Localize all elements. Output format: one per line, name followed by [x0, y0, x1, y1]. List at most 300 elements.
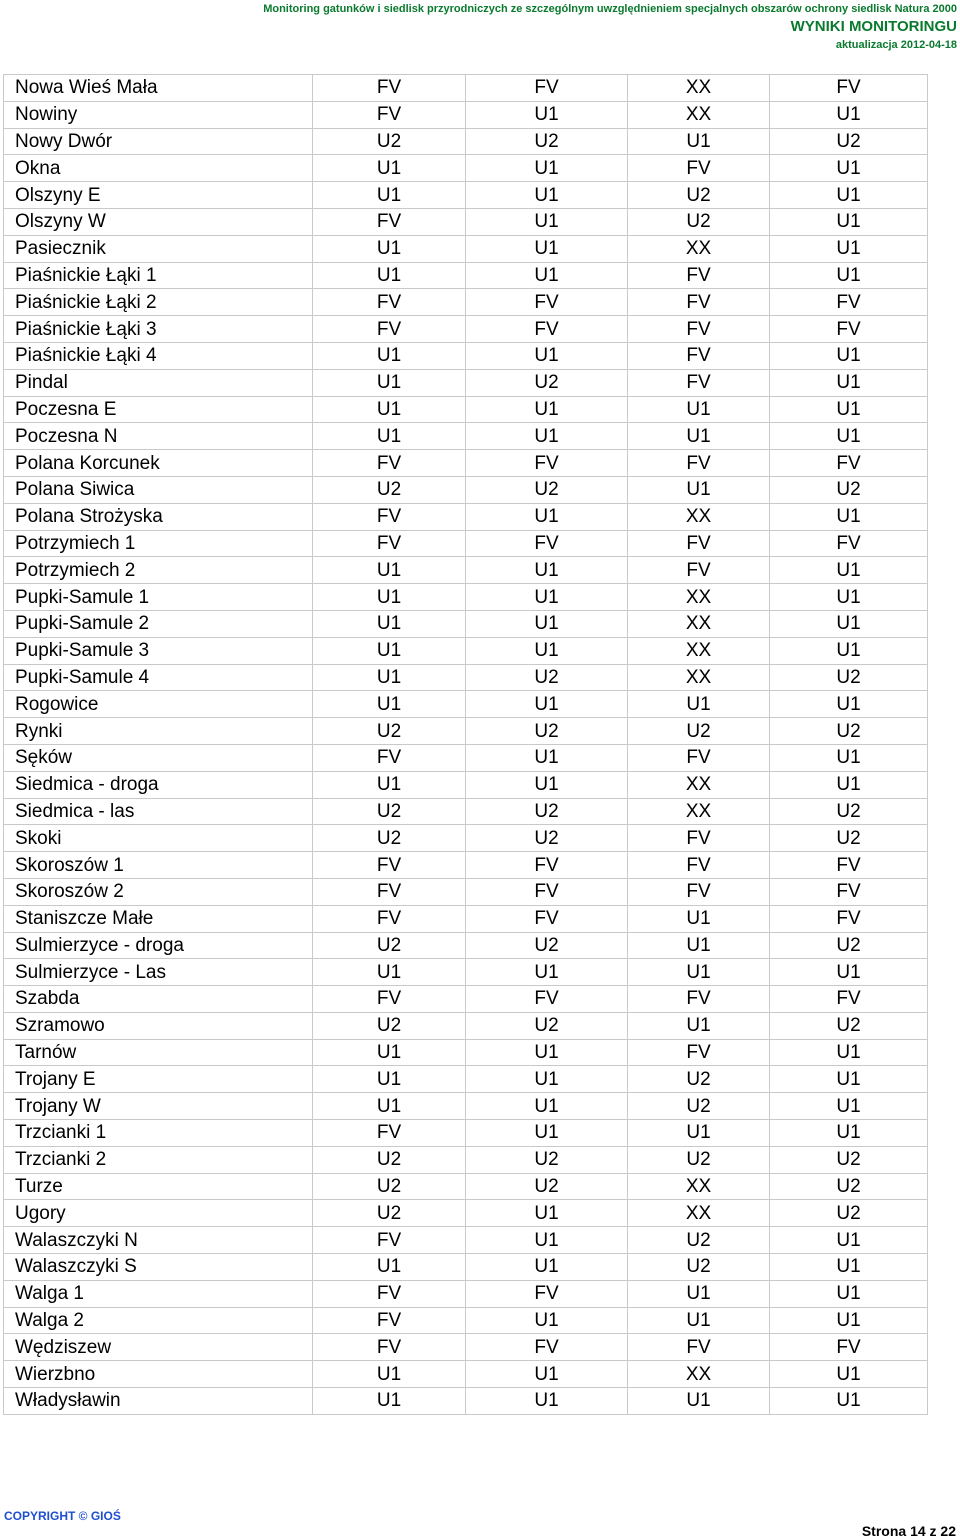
site-name-cell: Piaśnickie Łąki 4: [4, 342, 313, 369]
status-cell: U1: [466, 1093, 628, 1120]
status-cell: U1: [628, 396, 770, 423]
site-name-cell: Skoroszów 2: [4, 878, 313, 905]
status-cell: U1: [313, 1388, 466, 1415]
status-cell: U1: [313, 182, 466, 209]
site-name-cell: Szramowo: [4, 1012, 313, 1039]
status-cell: XX: [628, 1200, 770, 1227]
status-cell: FV: [770, 878, 928, 905]
table-row: [4, 208, 928, 235]
status-cell: FV: [628, 1334, 770, 1361]
status-cell: FV: [313, 1280, 466, 1307]
site-name-cell: Nowa Wieś Mała: [4, 75, 313, 102]
status-cell: U1: [466, 1307, 628, 1334]
status-cell: U1: [313, 1093, 466, 1120]
site-name-cell: Poczesna N: [4, 423, 313, 450]
site-name-cell: Pasiecznik: [4, 235, 313, 262]
status-cell: U1: [628, 1307, 770, 1334]
status-cell: U1: [466, 503, 628, 530]
status-cell: U1: [770, 235, 928, 262]
status-cell: U2: [628, 718, 770, 745]
status-cell: U1: [770, 396, 928, 423]
status-cell: U1: [313, 1361, 466, 1388]
status-cell: XX: [628, 101, 770, 128]
status-cell: U1: [466, 691, 628, 718]
site-name-cell: Staniszcze Małe: [4, 905, 313, 932]
status-cell: FV: [628, 986, 770, 1013]
status-cell: FV: [313, 1307, 466, 1334]
status-cell: U2: [466, 128, 628, 155]
status-cell: XX: [628, 637, 770, 664]
status-cell: U2: [466, 369, 628, 396]
status-cell: FV: [628, 369, 770, 396]
status-cell: U1: [466, 610, 628, 637]
status-cell: U2: [628, 1093, 770, 1120]
site-name-cell: Polana Strożyska: [4, 503, 313, 530]
status-cell: FV: [466, 75, 628, 102]
table-row: [4, 1039, 928, 1066]
status-cell: U1: [770, 155, 928, 182]
status-cell: U1: [313, 1039, 466, 1066]
status-cell: U1: [466, 637, 628, 664]
status-cell: U1: [770, 1388, 928, 1415]
status-cell: U1: [770, 503, 928, 530]
status-cell: U2: [313, 932, 466, 959]
site-name-cell: Potrzymiech 2: [4, 557, 313, 584]
status-cell: U1: [313, 557, 466, 584]
status-cell: U1: [770, 262, 928, 289]
status-cell: U1: [466, 1227, 628, 1254]
table-row: [4, 1388, 928, 1415]
site-name-cell: Skoroszów 1: [4, 852, 313, 879]
status-cell: U2: [770, 1173, 928, 1200]
status-cell: FV: [313, 289, 466, 316]
status-cell: XX: [628, 503, 770, 530]
status-cell: U1: [770, 637, 928, 664]
table-row: [4, 316, 928, 343]
status-cell: U1: [313, 691, 466, 718]
status-cell: FV: [466, 289, 628, 316]
site-name-cell: Wędziszew: [4, 1334, 313, 1361]
status-cell: U2: [770, 798, 928, 825]
status-cell: FV: [628, 744, 770, 771]
table-row: [4, 878, 928, 905]
table-row: [4, 852, 928, 879]
status-cell: FV: [770, 852, 928, 879]
status-cell: FV: [466, 450, 628, 477]
report-subtitle: Monitoring gatunków i siedlisk przyrodniczych ze szczególnym uwzględnieniem specjalnych obszarów ochrony siedlisk Natura 2000: [263, 3, 957, 15]
table-row: [4, 450, 928, 477]
status-cell: U1: [466, 584, 628, 611]
table-row: [4, 1066, 928, 1093]
table-row: [4, 637, 928, 664]
site-name-cell: Rynki: [4, 718, 313, 745]
status-cell: U1: [770, 1361, 928, 1388]
table-row: [4, 1361, 928, 1388]
status-cell: U1: [466, 235, 628, 262]
status-cell: FV: [628, 289, 770, 316]
site-name-cell: Walaszczyki N: [4, 1227, 313, 1254]
site-name-cell: Trzcianki 2: [4, 1146, 313, 1173]
status-cell: FV: [313, 101, 466, 128]
status-cell: XX: [628, 664, 770, 691]
status-cell: U1: [466, 396, 628, 423]
site-name-cell: Trzcianki 1: [4, 1120, 313, 1147]
table-row: [4, 1280, 928, 1307]
status-cell: U1: [770, 1280, 928, 1307]
status-cell: U2: [466, 664, 628, 691]
status-cell: FV: [313, 878, 466, 905]
status-cell: XX: [628, 235, 770, 262]
status-cell: U1: [466, 1120, 628, 1147]
site-name-cell: Siedmica - las: [4, 798, 313, 825]
status-cell: U1: [313, 771, 466, 798]
status-cell: FV: [313, 986, 466, 1013]
status-cell: U2: [770, 128, 928, 155]
site-name-cell: Rogowice: [4, 691, 313, 718]
status-cell: U2: [313, 1200, 466, 1227]
site-name-cell: Wierzbno: [4, 1361, 313, 1388]
status-cell: U1: [313, 610, 466, 637]
status-cell: U1: [466, 342, 628, 369]
site-name-cell: Turze: [4, 1173, 313, 1200]
status-cell: U1: [466, 262, 628, 289]
status-cell: FV: [313, 744, 466, 771]
status-cell: U2: [770, 1200, 928, 1227]
table-row: [4, 476, 928, 503]
status-cell: FV: [770, 450, 928, 477]
site-name-cell: Polana Siwica: [4, 476, 313, 503]
status-cell: U1: [770, 1227, 928, 1254]
status-cell: U2: [770, 1012, 928, 1039]
site-name-cell: Piaśnickie Łąki 3: [4, 316, 313, 343]
site-name-cell: Olszyny W: [4, 208, 313, 235]
site-name-cell: Olszyny E: [4, 182, 313, 209]
table-row: [4, 101, 928, 128]
status-cell: FV: [628, 825, 770, 852]
site-name-cell: Trojany E: [4, 1066, 313, 1093]
status-cell: U1: [628, 1012, 770, 1039]
table-row: [4, 342, 928, 369]
status-cell: U1: [466, 959, 628, 986]
status-cell: U2: [628, 182, 770, 209]
table-row: [4, 557, 928, 584]
site-name-cell: Pupki-Samule 2: [4, 610, 313, 637]
status-cell: U2: [313, 476, 466, 503]
status-cell: U2: [313, 825, 466, 852]
status-cell: U1: [628, 128, 770, 155]
site-name-cell: Okna: [4, 155, 313, 182]
site-name-cell: Polana Korcunek: [4, 450, 313, 477]
table-row: [4, 128, 928, 155]
status-cell: U2: [466, 1012, 628, 1039]
table-row: [4, 825, 928, 852]
status-cell: U2: [313, 1173, 466, 1200]
status-cell: U1: [313, 637, 466, 664]
status-cell: U2: [770, 932, 928, 959]
status-cell: FV: [770, 316, 928, 343]
status-cell: U1: [466, 557, 628, 584]
status-cell: XX: [628, 584, 770, 611]
status-cell: U2: [466, 1146, 628, 1173]
table-row: [4, 289, 928, 316]
table-row: [4, 905, 928, 932]
status-cell: U1: [770, 1039, 928, 1066]
table-row: [4, 1012, 928, 1039]
status-cell: U2: [628, 1254, 770, 1281]
status-cell: U1: [770, 1093, 928, 1120]
status-cell: U1: [466, 1254, 628, 1281]
site-name-cell: Tarnów: [4, 1039, 313, 1066]
status-cell: FV: [770, 289, 928, 316]
status-cell: XX: [628, 771, 770, 798]
status-cell: U1: [628, 691, 770, 718]
table-row: [4, 691, 928, 718]
status-cell: FV: [466, 316, 628, 343]
status-cell: U1: [466, 101, 628, 128]
status-cell: FV: [770, 986, 928, 1013]
status-cell: U2: [770, 476, 928, 503]
status-cell: U1: [466, 182, 628, 209]
status-cell: U1: [466, 208, 628, 235]
status-cell: U1: [466, 1039, 628, 1066]
table-row: [4, 718, 928, 745]
results-table-body: [4, 75, 928, 1415]
status-cell: XX: [628, 1173, 770, 1200]
status-cell: U1: [466, 1200, 628, 1227]
site-name-cell: Skoki: [4, 825, 313, 852]
site-name-cell: Sęków: [4, 744, 313, 771]
site-name-cell: Pupki-Samule 3: [4, 637, 313, 664]
status-cell: U1: [770, 1120, 928, 1147]
status-cell: FV: [628, 852, 770, 879]
status-cell: FV: [466, 1334, 628, 1361]
status-cell: U1: [770, 1066, 928, 1093]
table-row: [4, 1173, 928, 1200]
site-name-cell: Nowy Dwór: [4, 128, 313, 155]
status-cell: U1: [770, 208, 928, 235]
status-cell: FV: [770, 530, 928, 557]
status-cell: FV: [770, 75, 928, 102]
status-cell: FV: [313, 530, 466, 557]
status-cell: FV: [313, 75, 466, 102]
status-cell: U2: [628, 208, 770, 235]
status-cell: U2: [466, 718, 628, 745]
table-row: [4, 262, 928, 289]
status-cell: U2: [770, 718, 928, 745]
status-cell: U2: [313, 1146, 466, 1173]
report-title: WYNIKI MONITORINGU: [790, 18, 957, 35]
status-cell: FV: [466, 905, 628, 932]
table-row: [4, 1093, 928, 1120]
status-cell: U2: [313, 798, 466, 825]
status-cell: FV: [628, 557, 770, 584]
status-cell: U1: [313, 959, 466, 986]
site-name-cell: Pupki-Samule 1: [4, 584, 313, 611]
status-cell: FV: [313, 1334, 466, 1361]
status-cell: U1: [313, 235, 466, 262]
status-cell: FV: [313, 503, 466, 530]
status-cell: XX: [628, 798, 770, 825]
status-cell: U1: [770, 342, 928, 369]
site-name-cell: Sulmierzyce - Las: [4, 959, 313, 986]
status-cell: U2: [466, 932, 628, 959]
status-cell: U1: [770, 610, 928, 637]
status-cell: FV: [628, 450, 770, 477]
status-cell: U2: [466, 1173, 628, 1200]
status-cell: FV: [466, 1280, 628, 1307]
status-cell: U1: [313, 1066, 466, 1093]
status-cell: U1: [628, 905, 770, 932]
status-cell: U1: [313, 396, 466, 423]
status-cell: U2: [313, 718, 466, 745]
table-row: [4, 932, 928, 959]
site-name-cell: Sulmierzyce - droga: [4, 932, 313, 959]
table-row: [4, 1146, 928, 1173]
site-name-cell: Pupki-Samule 4: [4, 664, 313, 691]
results-table: [3, 74, 928, 1415]
status-cell: U1: [770, 959, 928, 986]
status-cell: FV: [313, 316, 466, 343]
status-cell: FV: [628, 878, 770, 905]
status-cell: FV: [628, 1039, 770, 1066]
status-cell: FV: [628, 155, 770, 182]
site-name-cell: Walga 2: [4, 1307, 313, 1334]
site-name-cell: Władysławin: [4, 1388, 313, 1415]
status-cell: U2: [313, 1012, 466, 1039]
status-cell: U2: [466, 798, 628, 825]
status-cell: FV: [466, 530, 628, 557]
table-row: [4, 610, 928, 637]
site-name-cell: Walga 1: [4, 1280, 313, 1307]
table-row: [4, 986, 928, 1013]
status-cell: U1: [313, 155, 466, 182]
table-row: [4, 396, 928, 423]
status-cell: U2: [770, 825, 928, 852]
status-cell: U2: [628, 1227, 770, 1254]
status-cell: U1: [628, 959, 770, 986]
table-row: [4, 1200, 928, 1227]
status-cell: FV: [628, 262, 770, 289]
site-name-cell: Pindal: [4, 369, 313, 396]
page-number: Strona 14 z 22: [861, 1523, 956, 1539]
status-cell: U1: [313, 1254, 466, 1281]
table-row: [4, 369, 928, 396]
site-name-cell: Nowiny: [4, 101, 313, 128]
table-row: [4, 1307, 928, 1334]
status-cell: U1: [466, 423, 628, 450]
status-cell: FV: [628, 530, 770, 557]
status-cell: U1: [770, 1254, 928, 1281]
table-row: [4, 1334, 928, 1361]
status-cell: U1: [313, 262, 466, 289]
table-row: [4, 423, 928, 450]
table-row: [4, 584, 928, 611]
status-cell: U1: [770, 101, 928, 128]
status-cell: U2: [466, 476, 628, 503]
status-cell: U1: [466, 771, 628, 798]
status-cell: U1: [770, 182, 928, 209]
status-cell: U1: [770, 423, 928, 450]
status-cell: FV: [770, 905, 928, 932]
site-name-cell: Piaśnickie Łąki 1: [4, 262, 313, 289]
site-name-cell: Szabda: [4, 986, 313, 1013]
status-cell: FV: [313, 450, 466, 477]
site-name-cell: Walaszczyki S: [4, 1254, 313, 1281]
status-cell: U1: [466, 744, 628, 771]
status-cell: FV: [313, 208, 466, 235]
table-row: [4, 959, 928, 986]
status-cell: FV: [628, 316, 770, 343]
status-cell: U1: [313, 584, 466, 611]
status-cell: U2: [628, 1066, 770, 1093]
status-cell: U1: [770, 369, 928, 396]
status-cell: U2: [466, 825, 628, 852]
copyright-notice: COPYRIGHT © GIOŚ: [4, 1509, 121, 1523]
table-row: [4, 155, 928, 182]
status-cell: XX: [628, 610, 770, 637]
status-cell: U1: [313, 369, 466, 396]
status-cell: U1: [313, 664, 466, 691]
table-row: [4, 664, 928, 691]
table-row: [4, 182, 928, 209]
table-row: [4, 235, 928, 262]
status-cell: FV: [466, 852, 628, 879]
status-cell: XX: [628, 75, 770, 102]
status-cell: U1: [628, 476, 770, 503]
status-cell: U1: [770, 584, 928, 611]
status-cell: U1: [313, 423, 466, 450]
status-cell: U1: [770, 771, 928, 798]
table-row: [4, 798, 928, 825]
status-cell: FV: [313, 1120, 466, 1147]
table-row: [4, 744, 928, 771]
status-cell: FV: [313, 905, 466, 932]
table-row: [4, 503, 928, 530]
status-cell: U1: [770, 1307, 928, 1334]
site-name-cell: Siedmica - droga: [4, 771, 313, 798]
update-date: aktualizacja 2012-04-18: [835, 39, 957, 51]
status-cell: U1: [466, 1388, 628, 1415]
site-name-cell: Poczesna E: [4, 396, 313, 423]
site-name-cell: Potrzymiech 1: [4, 530, 313, 557]
table-row: [4, 1120, 928, 1147]
status-cell: FV: [313, 852, 466, 879]
site-name-cell: Ugory: [4, 1200, 313, 1227]
table-row: [4, 75, 928, 102]
status-cell: U1: [770, 691, 928, 718]
status-cell: U1: [313, 342, 466, 369]
status-cell: U2: [628, 1146, 770, 1173]
table-row: [4, 771, 928, 798]
status-cell: U1: [628, 1280, 770, 1307]
status-cell: U1: [628, 1388, 770, 1415]
table-row: [4, 530, 928, 557]
table-row: [4, 1254, 928, 1281]
status-cell: FV: [466, 878, 628, 905]
status-cell: FV: [770, 1334, 928, 1361]
status-cell: U1: [466, 155, 628, 182]
status-cell: U1: [628, 932, 770, 959]
status-cell: U1: [466, 1066, 628, 1093]
status-cell: U1: [770, 744, 928, 771]
site-name-cell: Trojany W: [4, 1093, 313, 1120]
status-cell: FV: [628, 342, 770, 369]
site-name-cell: Piaśnickie Łąki 2: [4, 289, 313, 316]
status-cell: U1: [628, 423, 770, 450]
status-cell: FV: [466, 986, 628, 1013]
table-row: [4, 1227, 928, 1254]
status-cell: FV: [313, 1227, 466, 1254]
